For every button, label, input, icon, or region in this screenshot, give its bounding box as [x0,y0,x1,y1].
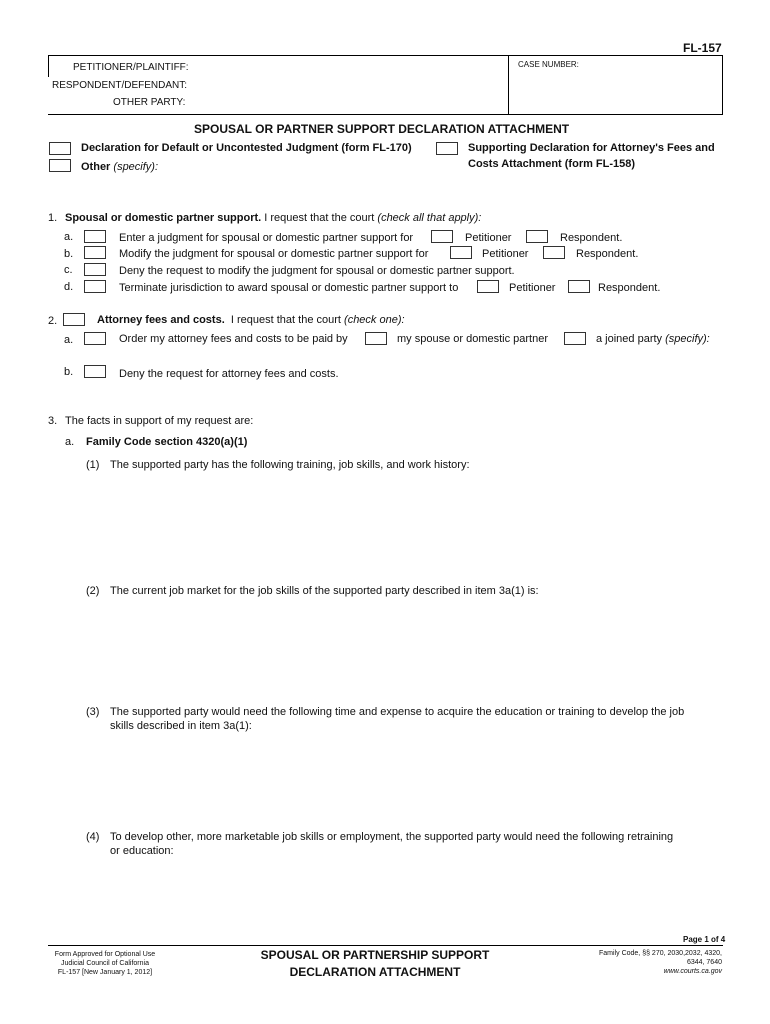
fl158-label-line2: Costs Attachment (form FL-158) [468,158,636,170]
item1d-respondent-checkbox[interactable] [568,280,590,293]
item2b-text: Deny the request for attorney fees and costs. [119,368,339,380]
item2-heading: Attorney fees and costs. I request that the court (check one): [97,314,405,326]
item3a4-response-area[interactable] [110,864,722,934]
item3a4-number: (4) [86,831,100,843]
item3a2-number: (2) [86,585,100,597]
item1c-text: Deny the request to modify the judgment for spousal or domestic partner support. [119,265,515,277]
item3a1-number: (1) [86,459,100,471]
item1c-letter: c. [64,264,73,276]
item1b-petitioner-label: Petitioner [482,248,529,260]
fl158-label-line1: Supporting Declaration for Attorney's Fees and [468,142,715,154]
item3a3-text-line1: The supported party would need the following time and expense to acquire the education or training to develop the job [110,706,685,718]
item1d-checkbox[interactable] [84,280,106,293]
item3a3-text-line2: skills described in item 3a(1): [110,720,252,732]
footer-title-line1: SPOUSAL OR PARTNERSHIP SUPPORT [260,948,490,962]
item1b-petitioner-checkbox[interactable] [450,246,472,259]
other-party-label: OTHER PARTY: [113,97,186,108]
item1b-respondent-checkbox[interactable] [543,246,565,259]
item1a-respondent-checkbox[interactable] [526,230,548,243]
other-checkbox[interactable] [49,159,71,172]
footer-right-line2: 6344, 7640 [686,959,722,966]
petitioner-label: PETITIONER/PLAINTIFF: [73,62,189,73]
item3a-heading: Family Code section 4320(a)(1) [86,436,248,448]
item2b-letter: b. [64,366,74,378]
page-number: Page 1 of 4 [683,935,726,944]
item3a3-number: (3) [86,706,100,718]
item1b-text: Modify the judgment for spousal or domestic partner support for [119,248,429,260]
item2a-spouse-label: my spouse or domestic partner [397,333,549,345]
item1d-petitioner-checkbox[interactable] [477,280,499,293]
item2a-checkbox[interactable] [84,332,106,345]
item3a4-text-line1: To develop other, more marketable job skills or employment, the supported party would need the following retraining [110,831,674,843]
item3a2-response-area[interactable] [110,604,722,699]
footer-left-line1: Form Approved for Optional Use [54,951,156,958]
item1-number: 1. [48,212,58,224]
item1a-respondent-label: Respondent. [560,232,623,244]
footer-left-line2: Judicial Council of California [61,960,149,967]
item1b-checkbox[interactable] [84,246,106,259]
item1c-checkbox[interactable] [84,263,106,276]
item1a-checkbox[interactable] [84,230,106,243]
item1a-letter: a. [64,231,74,243]
footer-divider [48,945,723,946]
item1a-text: Enter a judgment for spousal or domestic partner support for [119,232,414,244]
footer-title-line2: DECLARATION ATTACHMENT [289,965,461,979]
item3-lead: The facts in support of my request are: [65,415,254,427]
item3a-letter: a. [65,436,75,448]
form-id: FL-157 [683,41,722,55]
item3a2-text: The current job market for the job skills of the supported party described in item 3a(1) is: [110,585,539,597]
item3-number: 3. [48,415,58,427]
page-title: SPOUSAL OR PARTNER SUPPORT DECLARATION ATTACHMENT [194,122,570,136]
item3a4-text-line2: or education: [110,845,174,857]
item1d-respondent-label: Respondent. [598,282,661,294]
item1d-text: Terminate jurisdiction to award spousal or domestic partner support to [119,282,459,294]
item1a-petitioner-checkbox[interactable] [431,230,453,243]
respondent-label: RESPONDENT/DEFENDANT: [52,80,188,91]
item2-number: 2. [48,315,58,327]
item1b-respondent-label: Respondent. [576,248,639,260]
footer-right-line1: Family Code, §§ 270, 2030,2032, 4320, [599,950,722,957]
item1d-petitioner-label: Petitioner [509,282,556,294]
item2a-joined-party-label: a joined party (specify): [596,333,710,345]
item3a1-response-area[interactable] [110,478,722,578]
item2a-letter: a. [64,334,74,346]
item1d-letter: d. [64,281,74,293]
item3a3-response-area[interactable] [110,738,722,826]
footer-left-line3: FL-157 [New January 1, 2012] [57,969,153,976]
item2-checkbox[interactable] [63,313,85,326]
fl158-checkbox[interactable] [436,142,458,155]
item1b-letter: b. [64,248,74,260]
item1a-petitioner-label: Petitioner [465,232,512,244]
item2a-joined-party-checkbox[interactable] [564,332,586,345]
case-number-label: CASE NUMBER: [518,60,579,69]
other-label: Other (specify): [81,161,159,173]
footer-website-link[interactable]: www.courts.ca.gov [663,968,722,975]
item2b-checkbox[interactable] [84,365,106,378]
fl170-checkbox[interactable] [49,142,71,155]
item2a-text: Order my attorney fees and costs to be paid by [119,333,348,345]
item2a-spouse-checkbox[interactable] [365,332,387,345]
fl170-label: Declaration for Default or Uncontested Judgment (form FL-170) [81,142,412,154]
item3a1-text: The supported party has the following training, job skills, and work history: [110,459,470,471]
item1-heading: Spousal or domestic partner support. I request that the court (check all that apply): [65,212,482,224]
